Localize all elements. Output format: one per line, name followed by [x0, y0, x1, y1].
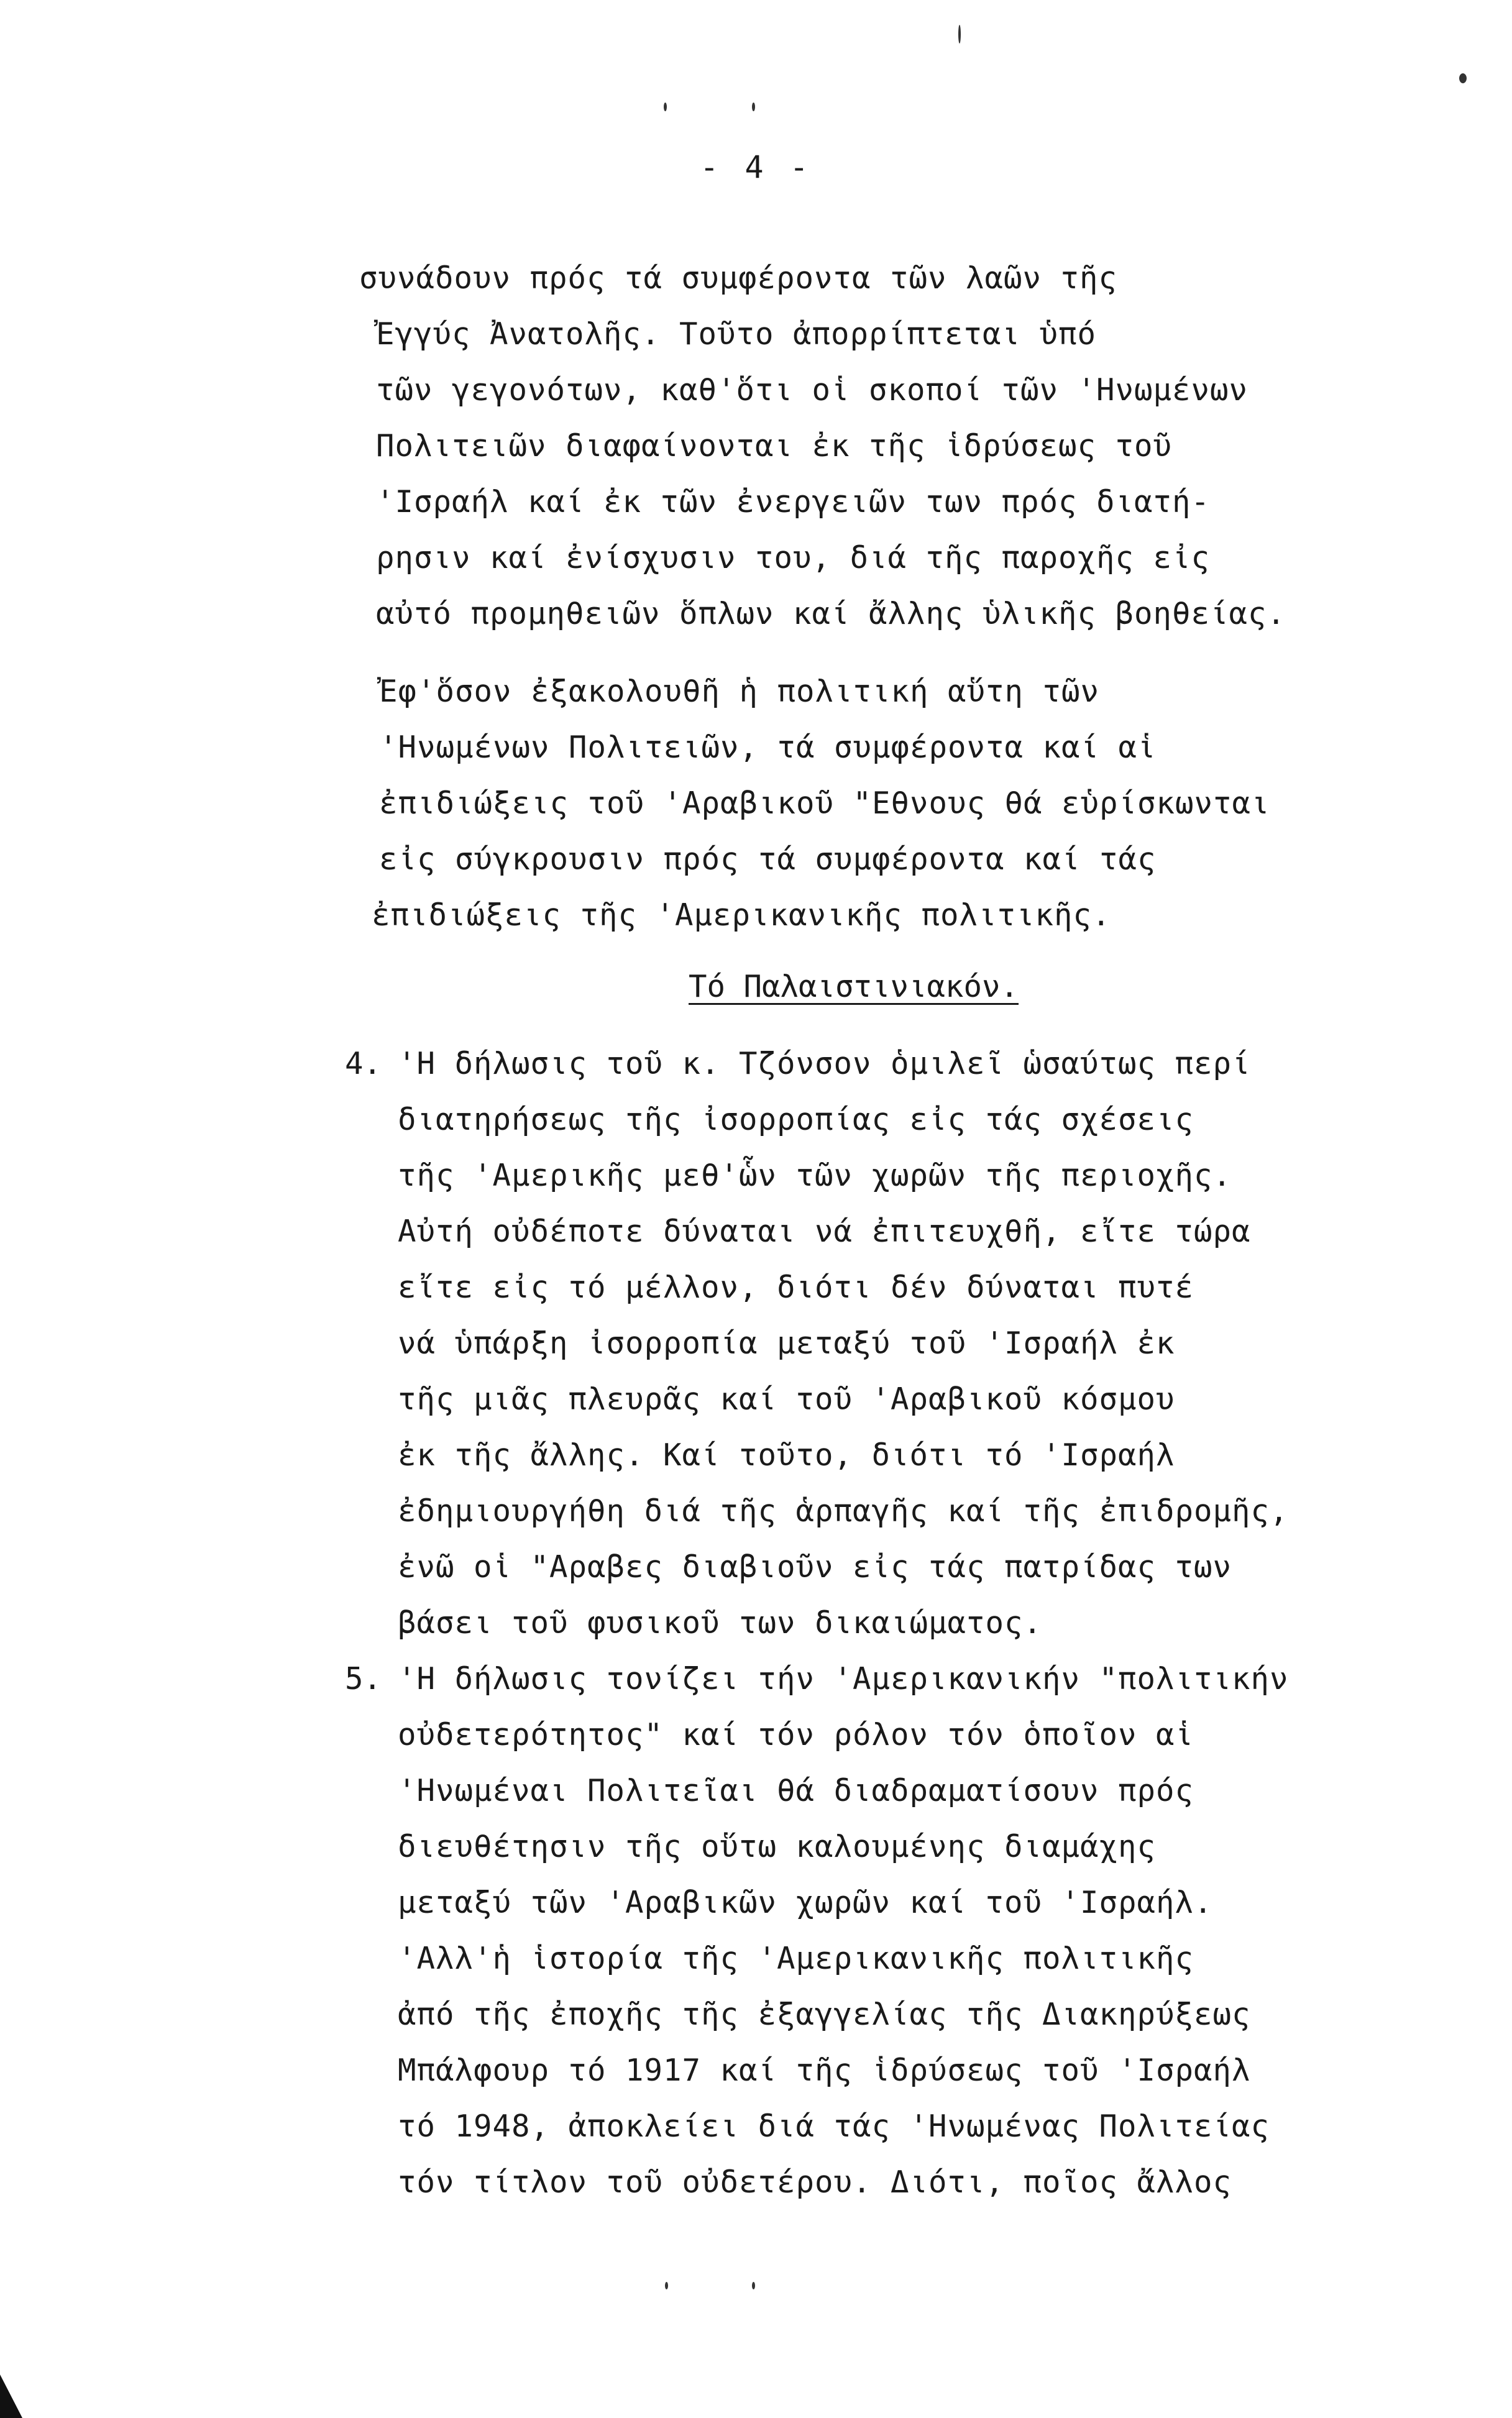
text-line: τό 1948, ἀποκλείει διά τάς 'Ηνωμένας Πολιτείας	[398, 2109, 1270, 2144]
page-number: - 4 -	[700, 149, 812, 185]
text-line: ἐδημιουργήθη διά τῆς ἁρπαγῆς καί τῆς ἐπιδρομῆς,	[398, 1493, 1289, 1529]
text-line: βάσει τοῦ φυσικοῦ των δικαιώματος.	[398, 1605, 1043, 1641]
text-line: Ἐγγύς Ἀνατολῆς. Τοῦτο ἀπορρίπτεται ὑπό	[376, 316, 1097, 352]
text-line: ρησιν καί ἐνίσχυσιν του, διά τῆς παροχῆς εἰς	[376, 540, 1211, 575]
text-line: εἴτε εἰς τό μέλλον, διότι δέν δύναται πυτέ	[398, 1270, 1194, 1305]
item-number: 5.	[345, 1661, 382, 1697]
text-line: Μπάλφουρ τό 1917 καί τῆς ἱδρύσεως τοῦ 'Ισραήλ	[398, 2053, 1251, 2088]
scan-speck	[1459, 73, 1467, 83]
scan-speck	[665, 2282, 668, 2289]
scan-corner-mark	[0, 2374, 22, 2418]
scan-speck	[752, 2282, 755, 2289]
item-number: 4.	[345, 1046, 382, 1081]
text-line: διατηρήσεως τῆς ἰσορροπίας εἰς τάς σχέσεις	[398, 1102, 1194, 1137]
text-line: διευθέτησιν τῆς οὕτω καλουμένης διαμάχης	[398, 1829, 1157, 1864]
text-line: Ἐφ'ὅσον ἐξακολουθῆ ἡ πολιτική αὕτη τῶν	[379, 674, 1100, 709]
text-line: εἰς σύγκρουσιν πρός τά συμφέροντα καί τάς	[379, 841, 1157, 877]
text-line: ἐνῶ οἱ "Αραβες διαβιοῦν εἰς τάς πατρίδας των	[398, 1549, 1232, 1585]
text-line: μεταξύ τῶν 'Αραβικῶν χωρῶν καί τοῦ 'Ισραήλ.	[398, 1885, 1213, 1920]
text-line: 'Ισραήλ καί ἐκ τῶν ἐνεργειῶν των πρός διατή-	[376, 484, 1211, 520]
text-line: τῶν γεγονότων, καθ'ὅτι οἱ σκοποί τῶν 'Ηνωμένων	[376, 372, 1249, 408]
text-line: 'Ηνωμέναι Πολιτεῖαι θά διαδραματίσουν πρός	[398, 1773, 1194, 1808]
scan-speck	[752, 103, 755, 111]
text-line: νά ὑπάρξη ἰσορροπία μεταξύ τοῦ 'Ισραήλ ἐκ	[398, 1326, 1175, 1361]
text-line: ἐπιδιώξεις τοῦ 'Αραβικοῦ "Εθνους θά εὑρίσκωνται	[379, 785, 1270, 821]
text-line: ἀπό τῆς ἐποχῆς τῆς ἐξαγγελίας τῆς Διακηρύξεως	[398, 1997, 1251, 2032]
text-line: 'Ηνωμένων Πολιτειῶν, τά συμφέροντα καί αἱ	[379, 730, 1157, 765]
text-line: ἐπιδιώξεις τῆς 'Αμερικανικῆς πολιτικῆς.	[372, 897, 1111, 933]
text-line: τῆς 'Αμερικῆς μεθ'ὧν τῶν χωρῶν τῆς περιοχῆς.	[398, 1158, 1232, 1193]
text-line: συνάδουν πρός τά συμφέροντα τῶν λαῶν τῆς	[359, 260, 1118, 296]
text-line: Πολιτειῶν διαφαίνονται ἐκ τῆς ἱδρύσεως τοῦ	[376, 428, 1173, 464]
section-heading: Τό Παλαιστινιακόν.	[689, 969, 1019, 1004]
text-line: 'Η δήλωσις τοῦ κ. Τζόνσον ὁμιλεῖ ὡσαύτως περί	[398, 1046, 1251, 1081]
scan-speck	[664, 103, 667, 111]
text-line: 'Η δήλωσις τονίζει τήν 'Αμερικανικήν "πολιτικήν	[398, 1661, 1289, 1697]
text-line: Αὐτή οὐδέποτε δύναται νά ἐπιτευχθῆ, εἴτε τώρα	[398, 1214, 1251, 1249]
text-line: τόν τίτλον τοῦ οὐδετέρου. Διότι, ποῖος ἄλλος	[398, 2164, 1232, 2200]
scan-speck	[958, 25, 961, 44]
text-line: τῆς μιᾶς πλευρᾶς καί τοῦ 'Αραβικοῦ κόσμου	[398, 1381, 1175, 1417]
text-line: 'Αλλ'ἡ ἱστορία τῆς 'Αμερικανικῆς πολιτικῆς	[398, 1941, 1194, 1976]
text-line: οὐδετερότητος" καί τόν ρόλον τόν ὁποῖον αἱ	[398, 1717, 1194, 1752]
text-line: αὐτό προμηθειῶν ὅπλων καί ἄλλης ὑλικῆς βοηθείας.	[376, 596, 1286, 631]
text-line: ἐκ τῆς ἄλλης. Καί τοῦτο, διότι τό 'Ισραήλ	[398, 1437, 1175, 1473]
